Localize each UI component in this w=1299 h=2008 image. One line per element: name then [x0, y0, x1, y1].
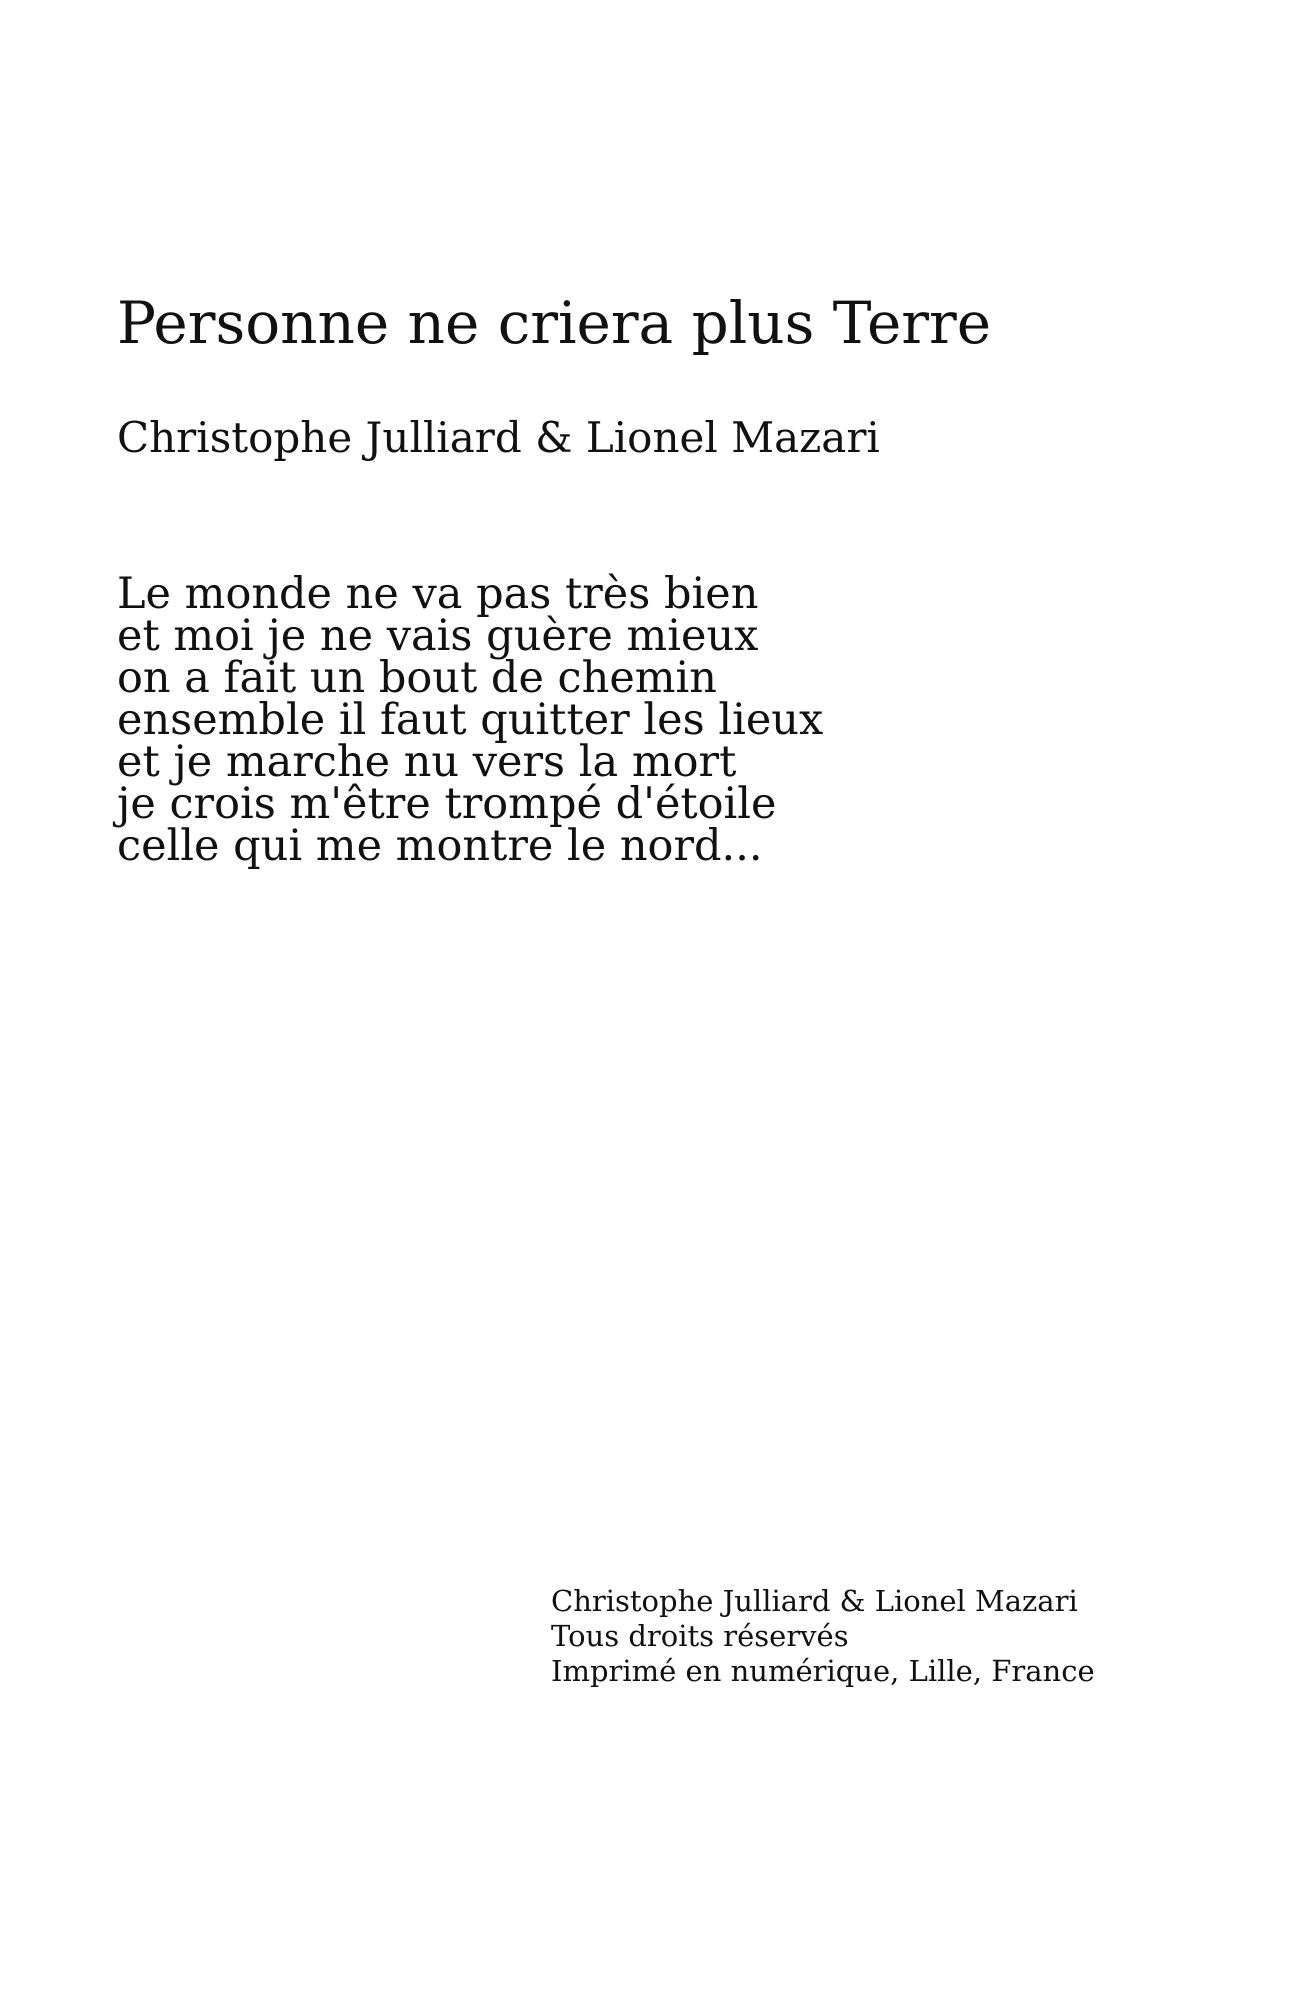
colophon-printed: Imprimé en numérique, Lille, France — [551, 1654, 1095, 1688]
colophon-authors: Christophe Julliard & Lionel Mazari — [551, 1584, 1078, 1618]
poem-line: ensemble il faut quitter les lieux — [117, 695, 824, 745]
book-authors: Christophe Julliard & Lionel Mazari — [117, 413, 880, 462]
poem-line: on a fait un bout de chemin — [117, 653, 718, 703]
poem-line: celle qui me montre le nord... — [117, 821, 763, 871]
poem-line: et moi je ne vais guère mieux — [117, 611, 759, 661]
poem-excerpt — [117, 569, 824, 871]
poem-line: je crois m'être trompé d'étoile — [117, 779, 777, 829]
colophon-rights: Tous droits réservés — [551, 1619, 849, 1653]
colophon — [551, 1584, 1095, 1689]
poem-line: Le monde ne va pas très bien — [117, 569, 759, 619]
book-title: Personne ne criera plus Terre — [117, 289, 992, 357]
poem-line: et je marche nu vers la mort — [117, 737, 737, 787]
